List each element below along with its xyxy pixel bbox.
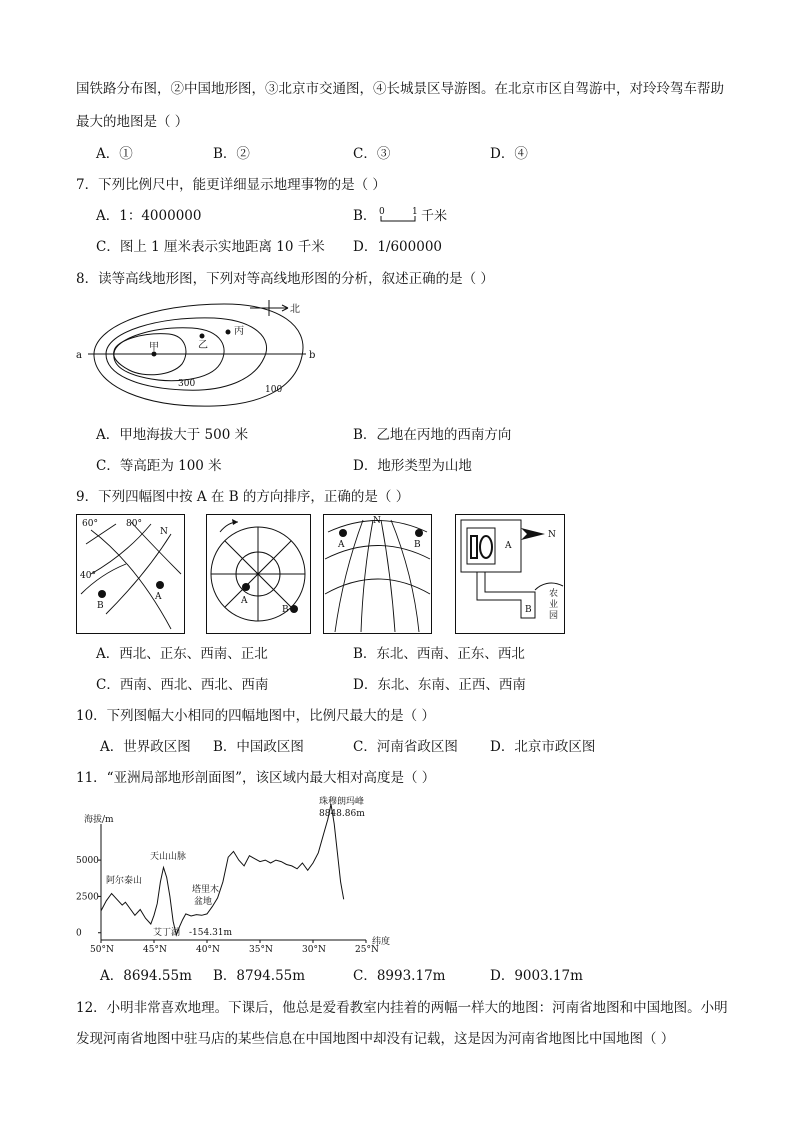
q9-option-d[interactable]: D．东北、东南、正西、西南 (353, 677, 526, 693)
everest-height-label: 8848.86m (319, 809, 365, 819)
fig1-40-label: 40° (80, 571, 96, 581)
point-a-label: a (76, 350, 82, 361)
q9-stem: 9．下列四幅图中按 A 在 B 的方向排序，正确的是（ ） (76, 489, 410, 505)
point-b-label: b (309, 350, 316, 361)
point-yi (200, 334, 205, 339)
contour-100-label: 100 (265, 385, 283, 395)
aiding-lake-label: 艾丁湖 (153, 928, 181, 938)
q9-figure-3 (323, 514, 432, 634)
scale-zero-label: 0 (379, 207, 385, 217)
q8-stem: 8．读等高线地形图，下列对等高线地形图的分析，叙述正确的是（ ） (76, 271, 494, 287)
q6-line1: 国铁路分布图，②中国地形图，③北京市交通图，④长城景区导游图。在北京市区自驾游中，对玲玲驾车帮助 (76, 81, 724, 97)
tarim-label-2: 盆地 (194, 897, 213, 907)
q9-figure-1 (76, 514, 185, 634)
bing-label: 丙 (234, 326, 244, 337)
q12-line2: 发现河南省地图中驻马店的某些信息在中国地图中却没有记载，这是因为河南省地图比中国地图（ ） (76, 1031, 675, 1047)
q7-option-d[interactable]: D．1/600000 (353, 239, 442, 255)
north-label: 北 (290, 304, 300, 315)
q10-option-b[interactable]: B．中国政区图 (213, 739, 304, 755)
fig4-b-label: B (525, 605, 532, 615)
q6-option-c[interactable]: C．③ (353, 146, 391, 162)
q10-option-c[interactable]: C．河南省政区图 (353, 739, 458, 755)
q8-option-b[interactable]: B．乙地在丙地的西南方向 (353, 427, 512, 443)
q11-option-d[interactable]: D．9003.17m (490, 968, 583, 984)
x-tick-label: 50°N (90, 945, 114, 955)
y-axis-label: 海拔/m (84, 815, 114, 825)
q6-line2: 最大的地图是（ ） (76, 114, 189, 130)
q9-figure-2 (206, 514, 311, 634)
fig1-b-label: B (97, 601, 104, 611)
q8-option-a[interactable]: A．甲地海拔大于 500 米 (96, 427, 249, 443)
x-tick-label: 45°N (143, 945, 167, 955)
everest-label: 珠穆朗玛峰 (319, 797, 365, 807)
aiding-lake-height-label: -154.31m (189, 928, 233, 938)
scale-bar-figure (375, 203, 455, 225)
fig1-meridian-3 (106, 534, 171, 614)
q10-option-a[interactable]: A．世界政区图 (100, 739, 191, 755)
q9-option-a[interactable]: A．西北、正东、西南、正北 (96, 646, 268, 662)
scale-bar-line (381, 216, 415, 221)
x-tick-label: 40°N (196, 945, 220, 955)
x-tick-label: 30°N (302, 945, 326, 955)
q6-option-a[interactable]: A．① (96, 146, 133, 162)
fig1-60-label: 60° (82, 519, 98, 529)
fig4-n-label: N (548, 530, 556, 540)
elevation-line (101, 804, 344, 935)
fig3-b-label: B (414, 540, 421, 550)
jia-label: 甲 (149, 342, 159, 353)
x-tick-label: 35°N (249, 945, 273, 955)
north-arrow-icon (521, 528, 545, 540)
q8-option-d[interactable]: D．地形类型为山地 (353, 458, 472, 474)
terrain-profile-chart (76, 794, 416, 954)
fig3-meridian-1 (335, 520, 363, 632)
fig1-point-b (98, 590, 106, 598)
q9-option-c[interactable]: C．西南、西北、西北、西南 (96, 677, 269, 693)
fig1-n-label: N (160, 527, 168, 537)
tianshan-label: 天山山脉 (150, 852, 187, 862)
fig3-parallel-3 (325, 579, 430, 594)
fig3-meridian-4 (391, 520, 419, 632)
scale-one-label: 1 (412, 207, 418, 217)
y-tick-label: 5000 (76, 856, 99, 867)
fig3-point-a (339, 529, 347, 537)
fig1-80-label: 80° (126, 519, 142, 529)
fig2-b-label: B (282, 605, 289, 615)
point-bing (226, 330, 231, 335)
fig4-a-label: A (505, 541, 512, 551)
q7-stem: 7．下列比例尺中，能更详细显示地理事物的是（ ） (76, 177, 386, 193)
q8-option-c[interactable]: C．等高距为 100 米 (96, 458, 222, 474)
q6-option-d[interactable]: D．④ (490, 146, 528, 162)
contour-300-label: 300 (178, 379, 196, 389)
tarim-label-1: 塔里木 (192, 885, 220, 895)
fig4-park-label-3: 园 (549, 611, 559, 621)
fig2-a-label: A (241, 596, 248, 606)
y-tick-label: 2500 (76, 892, 99, 903)
fig4-park-label-1: 农 (549, 589, 559, 599)
x-ticks (90, 940, 379, 955)
contour-map (74, 296, 324, 416)
fig4-park-label-2: 业 (549, 600, 559, 610)
q11-option-b[interactable]: B．8794.55m (213, 968, 306, 984)
fig3-meridian-2 (361, 520, 373, 632)
fig1-point-a (156, 581, 164, 589)
q6-option-b[interactable]: B．② (213, 146, 250, 162)
q10-stem: 10．下列图幅大小相同的四幅地图中，比例尺最大的是（ ） (76, 708, 435, 724)
q7-option-b-label: B． (353, 208, 377, 224)
q9-option-b[interactable]: B．东北、西南、正东、西北 (353, 646, 525, 662)
fig2-point-b (290, 605, 298, 613)
fig4-i-shape (471, 536, 477, 558)
fig4-o-shape (480, 536, 492, 558)
fig3-a-label: A (338, 540, 345, 550)
q7-option-c[interactable]: C．图上 1 厘米表示实地距离 10 千米 (96, 239, 325, 255)
yi-label: 乙 (198, 340, 208, 351)
x-axis-label: 纬度 (372, 937, 391, 947)
q11-option-a[interactable]: A．8694.55m (100, 968, 192, 984)
q7-option-b[interactable] (353, 206, 376, 226)
fig1-parallel-2 (131, 522, 181, 574)
q9-figure-4 (455, 514, 565, 634)
fig1-a-label: A (155, 592, 162, 602)
q11-option-c[interactable]: C．8993.17m (353, 968, 446, 984)
fig3-n-label: N (373, 516, 381, 526)
scale-unit-label: 千米 (421, 209, 448, 224)
fig3-meridian-3 (381, 520, 395, 632)
rotation-arrow-icon (232, 519, 238, 525)
y-tick-label: 0 (76, 928, 82, 939)
x-tick-label: 25°N (355, 945, 379, 955)
q10-option-d[interactable]: D．北京市政区图 (490, 739, 596, 755)
q7-option-a[interactable]: A．1：4000000 (96, 208, 202, 224)
q11-stem: 11．“亚洲局部地形剖面图”，该区域内最大相对高度是（ ） (76, 770, 436, 786)
q12-line1: 12．小明非常喜欢地理。下课后，他总是爱看教室内挂着的两幅一样大的地图：河南省地图和中国地图。小明 (76, 1000, 728, 1016)
fig3-point-b (415, 529, 423, 537)
y-ticks (76, 856, 101, 939)
altai-label: 阿尔泰山 (106, 876, 143, 886)
fig2-point-a (242, 583, 250, 591)
